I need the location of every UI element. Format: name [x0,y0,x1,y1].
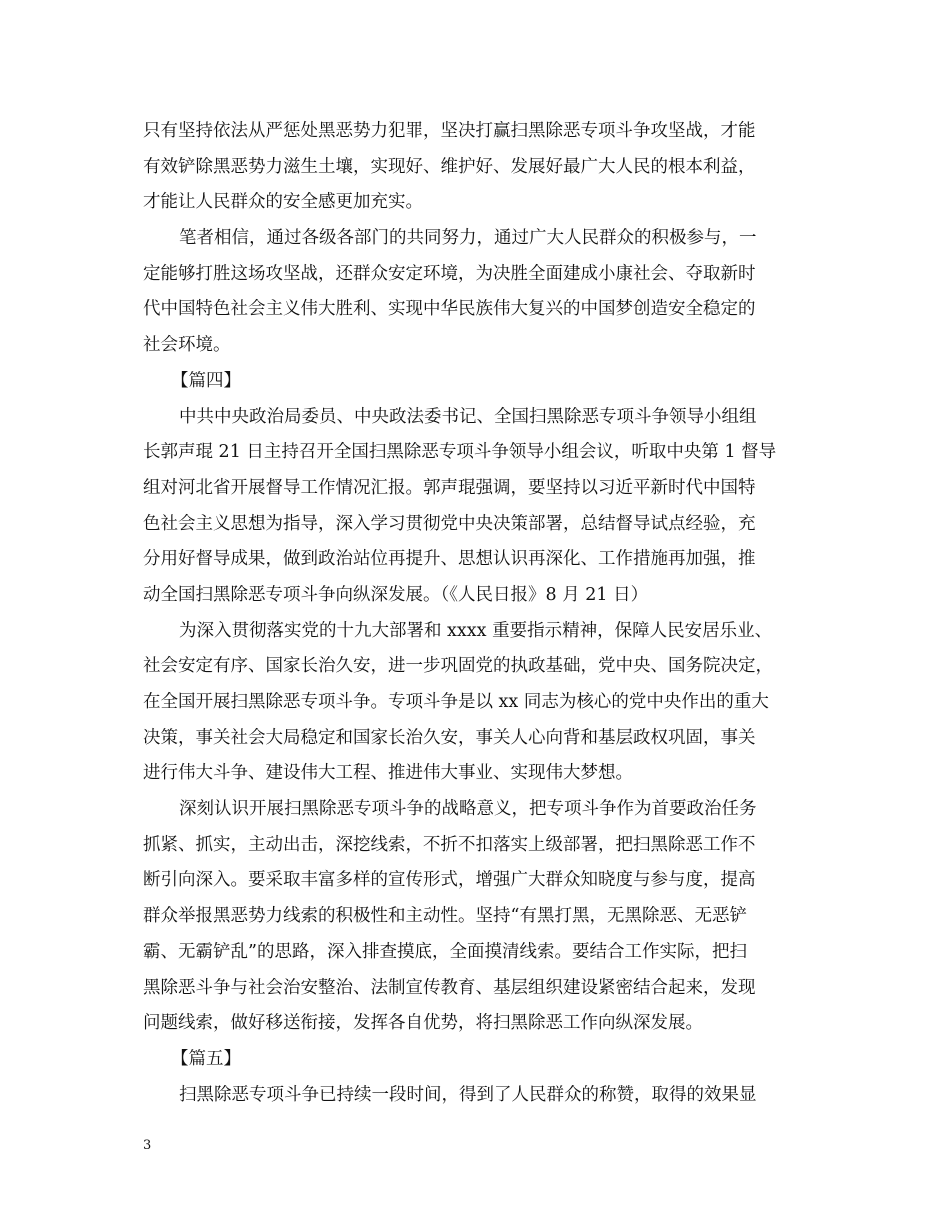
text-line: 组对河北省开展督导工作情况汇报。郭声琨强调，要坚持以习近平新时代中国特 [143,477,756,498]
text-line: 分用好督导成果，做到政治站位再提升、思想认识再深化、工作措施再加强，推 [143,549,756,570]
text-line: 断引向深入。要采取丰富多样的宣传形式，增强广大群众知晓度与参与度，提高 [143,870,756,891]
text-line: 进行伟大斗争、建设伟大工程、推进伟大事业、实现伟大梦想。 [143,763,633,784]
text-line: 霸、无霸铲乱”的思路，深入排查摸底，全面摸清线索。要结合工作实际，把扫 [143,941,747,962]
text-line: 笔者相信，通过各级各部门的共同努力，通过广大人民群众的积极参与，一 [179,228,757,249]
text-line: 扫黑除恶专项斗争已持续一段时间，得到了人民群众的称赞，取得的效果显 [179,1084,757,1105]
section-heading: 【篇四】 [171,370,241,391]
text-line: 抓紧、抓实，主动出击，深挖线索，不折不扣落实上级部署，把扫黑除恶工作不 [143,834,756,855]
text-line: 问题线索，做好移送衔接，发挥各自优势，将扫黑除恶工作向纵深发展。 [143,1013,703,1034]
text-line: 群众举报黑恶势力线索的积极性和主动性。坚持“有黑打黑，无黑除恶、无恶铲 [143,906,747,927]
text-line: 才能让人民群众的安全感更加充实。 [143,192,423,213]
text-line: 动全国扫黑除恶专项斗争向纵深发展。（《人民日报》8 月 21 日） [143,584,649,605]
text-line: 为深入贯彻落实党的十九大部署和 xxxx 重要指示精神，保障人民安居乐业、 [179,620,773,641]
text-line: 长郭声琨 21 日主持召开全国扫黑除恶专项斗争领导小组会议，听取中央第 1 督导 [143,442,777,463]
text-line: 社会安定有序、国家长治久安，进一步巩固党的执政基础，党中央、国务院决定， [143,656,773,677]
text-line: 在全国开展扫黑除恶专项斗争。专项斗争是以 xx 同志为核心的党中央作出的重大 [143,692,769,712]
page-number: 3 [143,1138,152,1153]
text-line: 定能够打胜这场攻坚战，还群众安定环境，为决胜全面建成小康社会、夺取新时 [143,263,756,284]
document-body [143,114,823,1113]
text-line: 深刻认识开展扫黑除恶专项斗争的战略意义，把专项斗争作为首要政治任务 [179,799,757,820]
text-line: 有效铲除黑恶势力滋生土壤，实现好、维护好、发展好最广大人民的根本利益， [143,156,756,177]
text-line: 黑除恶斗争与社会治安整治、法制宣传教育、基层组织建设紧密结合起来，发现 [143,977,756,998]
section-heading: 【篇五】 [171,1048,241,1069]
text-line: 中共中央政治局委员、中央政法委书记、全国扫黑除恶专项斗争领导小组组 [179,406,757,427]
text-line: 社会环境。 [143,335,231,356]
text-line: 色社会主义思想为指导，深入学习贯彻党中央决策部署，总结督导试点经验，充 [143,513,756,534]
text-line: 代中国特色社会主义伟大胜利、实现中华民族伟大复兴的中国梦创造安全稳定的 [143,299,756,320]
text-line: 只有坚持依法从严惩处黑恶势力犯罪，坚决打赢扫黑除恶专项斗争攻坚战，才能 [143,121,756,141]
text-line: 决策，事关社会大局稳定和国家长治久安，事关人心向背和基层政权巩固，事关 [143,727,756,748]
